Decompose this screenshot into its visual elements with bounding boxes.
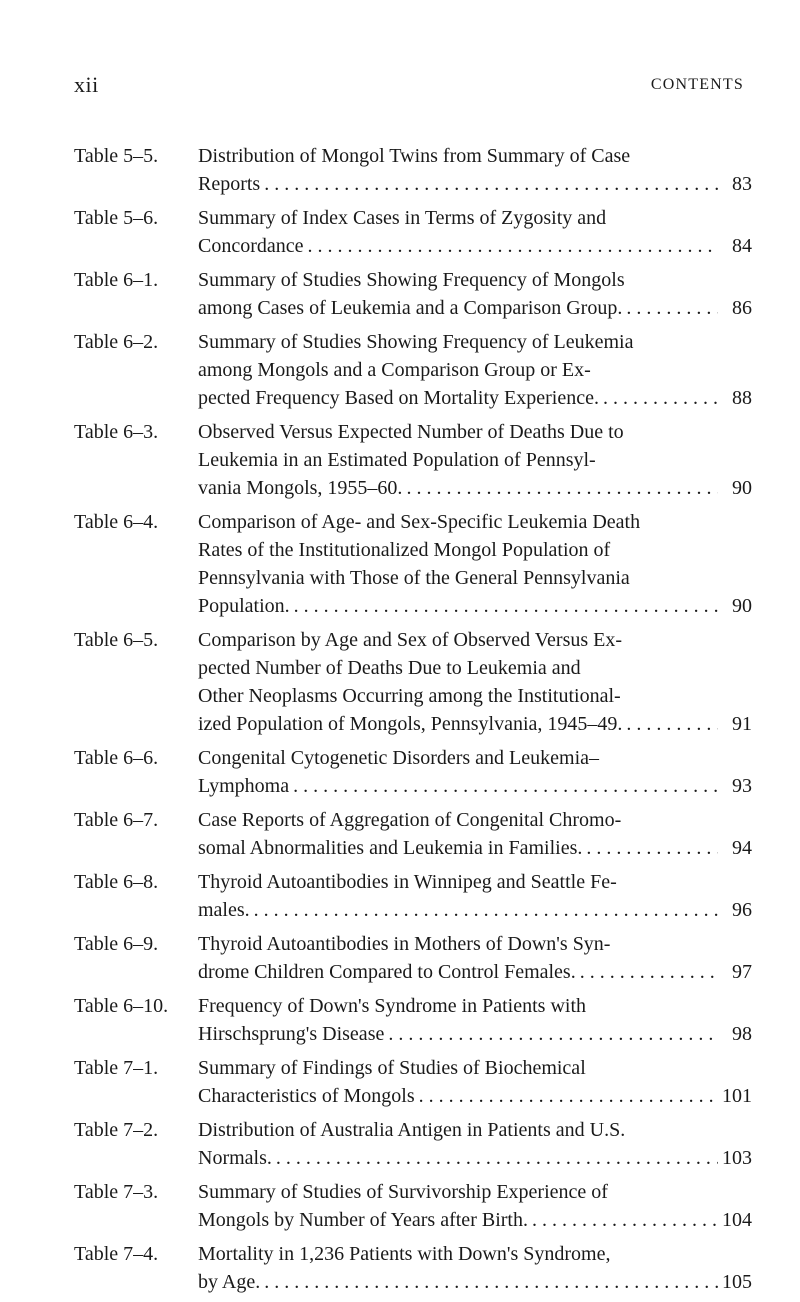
toc-entry-title: [198, 930, 752, 986]
toc-entry-title-line: Rates of the Institutionalized Mongol Population of: [198, 539, 611, 561]
toc-entry-title-line: Mortality in 1,236 Patients with Down's Syndrome,: [198, 1243, 611, 1265]
page-number: xii: [74, 72, 99, 97]
toc-entry-title-end: Concordance: [198, 235, 304, 257]
toc-entry-title-end: males.: [198, 899, 250, 921]
toc-entry-page-number: 96: [732, 899, 752, 921]
toc-entry-title-line: Comparison of Age- and Sex-Specific Leukemia Death: [198, 511, 641, 533]
toc-entry-page-number: 83: [732, 173, 752, 195]
toc-entry-page-number: 90: [732, 477, 752, 499]
toc-entry-title-end: Population.: [198, 595, 290, 617]
toc-entry-title-end: somal Abnormalities and Leukemia in Families.: [198, 837, 583, 859]
toc-entry-title-line: Summary of Studies Showing Frequency of Mongols: [198, 269, 625, 291]
toc-entry-title: [198, 1178, 752, 1234]
dot-leader: [586, 834, 718, 862]
toc-entry-label: Table 7–2.: [74, 1119, 159, 1141]
toc-entry-title-end: among Cases of Leukemia and a Comparison Group.: [198, 297, 623, 319]
toc-entry-title: [198, 204, 752, 260]
dot-leader: [532, 1206, 718, 1234]
toc-entry-last-line: [198, 1144, 752, 1172]
toc-entry-title-line: Summary of Studies Showing Frequency of Leukemia: [198, 331, 634, 353]
toc-entry-title-line: Summary of Findings of Studies of Biochemical: [198, 1057, 586, 1079]
toc-entry-title: [198, 508, 752, 620]
dot-leader: [276, 1144, 718, 1172]
toc-entry-label: Table 6–5.: [74, 629, 159, 651]
toc-entry-label: Table 6–9.: [74, 933, 159, 955]
toc-entry-title: [198, 806, 752, 862]
toc-entry-page-number: 94: [732, 837, 752, 859]
dot-leader: [294, 592, 718, 620]
toc-entry-page-number: 103: [722, 1147, 752, 1169]
toc-entry-title-end: pected Frequency Based on Mortality Experience.: [198, 387, 599, 409]
toc-entry: [74, 930, 752, 986]
toc-entry: [74, 266, 752, 322]
toc-entry-title: [198, 142, 752, 198]
toc-entry-page-number: 93: [732, 775, 752, 797]
toc-entry-label: Table 6–10.: [74, 995, 169, 1017]
toc-entry-title-end: vania Mongols, 1955–60.: [198, 477, 403, 499]
toc-entry-title-end: Hirschsprung's Disease: [198, 1023, 385, 1045]
toc-entry-title: [198, 328, 752, 412]
toc-entry-title-line: Summary of Studies of Survivorship Experience of: [198, 1181, 608, 1203]
toc-entry-title-line: Pennsylvania with Those of the General Pennsylvania: [198, 567, 630, 589]
toc-entry-title-end: Mongols by Number of Years after Birth.: [198, 1209, 528, 1231]
toc-entry: [74, 992, 752, 1048]
dot-leader: [626, 710, 718, 738]
toc-entry-page-number: 91: [732, 713, 752, 735]
toc-entry-label: Table 6–1.: [74, 269, 159, 291]
dot-leader: [388, 1020, 718, 1048]
toc-entry-title-line: Distribution of Mongol Twins from Summary of Case: [198, 145, 631, 167]
table-of-contents: [74, 142, 752, 1302]
toc-entry-label: Table 7–1.: [74, 1057, 159, 1079]
toc-entry-last-line: [198, 958, 752, 986]
toc-entry-title: [198, 418, 752, 502]
dot-leader: [419, 1082, 718, 1110]
toc-entry-page-number: 84: [732, 235, 752, 257]
toc-entry-title: [198, 1116, 752, 1172]
toc-entry-title-end: Lymphoma: [198, 775, 290, 797]
toc-entry-last-line: [198, 232, 752, 260]
toc-entry-title-line: Other Neoplasms Occurring among the Institutional-: [198, 685, 621, 707]
toc-entry-title-end: Characteristics of Mongols: [198, 1085, 415, 1107]
toc-entry-label: Table 7–4.: [74, 1243, 159, 1265]
toc-entry: [74, 418, 752, 502]
toc-entry-title-line: Distribution of Australia Antigen in Patients and U.S.: [198, 1119, 626, 1141]
toc-entry-last-line: [198, 474, 752, 502]
toc-entry-page-number: 104: [722, 1209, 752, 1231]
toc-entry-title: [198, 266, 752, 322]
toc-entry-label: Table 5–5.: [74, 145, 159, 167]
toc-entry-title: [198, 626, 752, 738]
toc-entry-last-line: [198, 1082, 752, 1110]
toc-entry-title-line: Comparison by Age and Sex of Observed Versus Ex-: [198, 629, 623, 651]
toc-entry-last-line: [198, 772, 752, 800]
page-header: [74, 72, 744, 102]
toc-entry-page-number: 105: [722, 1271, 752, 1293]
toc-entry-page-number: 86: [732, 297, 752, 319]
dot-leader: [254, 896, 718, 924]
toc-entry-title-end: drome Children Compared to Control Females.: [198, 961, 576, 983]
toc-entry: [74, 328, 752, 412]
toc-entry-label: Table 6–7.: [74, 809, 159, 831]
toc-entry-title-line: pected Number of Deaths Due to Leukemia and: [198, 657, 581, 679]
toc-entry-title-line: among Mongols and a Comparison Group or Ex-: [198, 359, 591, 381]
toc-entry-title-line: Thyroid Autoantibodies in Winnipeg and Seattle Fe-: [198, 871, 617, 893]
toc-entry-title-end: Normals.: [198, 1147, 272, 1169]
toc-entry-title: [198, 868, 752, 924]
toc-entry: [74, 626, 752, 738]
toc-entry-last-line: [198, 592, 752, 620]
toc-entry-title-end: by Age.: [198, 1271, 261, 1293]
toc-entry-title: [198, 1054, 752, 1110]
toc-entry-title: [198, 744, 752, 800]
toc-entry-page-number: 97: [732, 961, 752, 983]
toc-entry-page-number: 101: [722, 1085, 752, 1107]
toc-entry-last-line: [198, 834, 752, 862]
toc-entry-page-number: 90: [732, 595, 752, 617]
toc-entry-last-line: [198, 1206, 752, 1234]
toc-entry-label: Table 7–3.: [74, 1181, 159, 1203]
toc-entry-title-line: Leukemia in an Estimated Population of Pennsyl-: [198, 449, 596, 471]
toc-entry: [74, 204, 752, 260]
toc-entry-label: Table 6–4.: [74, 511, 159, 533]
dot-leader: [264, 170, 718, 198]
dot-leader: [626, 294, 718, 322]
toc-entry-label: Table 6–8.: [74, 871, 159, 893]
dot-leader: [580, 958, 718, 986]
toc-entry: [74, 1240, 752, 1296]
toc-entry: [74, 508, 752, 620]
toc-entry-page-number: 88: [732, 387, 752, 409]
running-head: CONTENTS: [650, 76, 744, 93]
toc-entry-label: Table 6–2.: [74, 331, 159, 353]
toc-entry-title-line: Thyroid Autoantibodies in Mothers of Down's Syn-: [198, 933, 611, 955]
toc-entry-title-end: Reports: [198, 173, 261, 195]
toc-entry-title-line: Observed Versus Expected Number of Deaths Due to: [198, 421, 624, 443]
toc-entry-title-line: Case Reports of Aggregation of Congenital Chromo-: [198, 809, 622, 831]
toc-entry-page-number: 98: [732, 1023, 752, 1045]
toc-entry-last-line: [198, 896, 752, 924]
toc-entry-label: Table 5–6.: [74, 207, 159, 229]
toc-entry-last-line: [198, 710, 752, 738]
toc-entry-title-end: ized Population of Mongols, Pennsylvania, 1945–49.: [198, 713, 623, 735]
toc-entry-title: [198, 992, 752, 1048]
dot-leader: [406, 474, 718, 502]
dot-leader: [308, 232, 718, 260]
toc-entry-last-line: [198, 170, 752, 198]
toc-entry: [74, 744, 752, 800]
toc-entry-title-line: Frequency of Down's Syndrome in Patients with: [198, 995, 587, 1017]
toc-entry: [74, 1116, 752, 1172]
toc-entry: [74, 142, 752, 198]
toc-entry-title-line: Congenital Cytogenetic Disorders and Leukemia–: [198, 747, 600, 769]
toc-entry: [74, 806, 752, 862]
toc-entry: [74, 868, 752, 924]
toc-entry-last-line: [198, 1268, 752, 1296]
toc-entry-title: [198, 1240, 752, 1296]
toc-entry: [74, 1178, 752, 1234]
toc-entry-title-line: Summary of Index Cases in Terms of Zygosity and: [198, 207, 607, 229]
toc-entry-label: Table 6–3.: [74, 421, 159, 443]
toc-entry-label: Table 6–6.: [74, 747, 159, 769]
dot-leader: [293, 772, 718, 800]
dot-leader: [264, 1268, 718, 1296]
toc-entry-last-line: [198, 384, 752, 412]
toc-entry: [74, 1054, 752, 1110]
toc-entry-last-line: [198, 294, 752, 322]
dot-leader: [603, 384, 718, 412]
toc-entry-last-line: [198, 1020, 752, 1048]
